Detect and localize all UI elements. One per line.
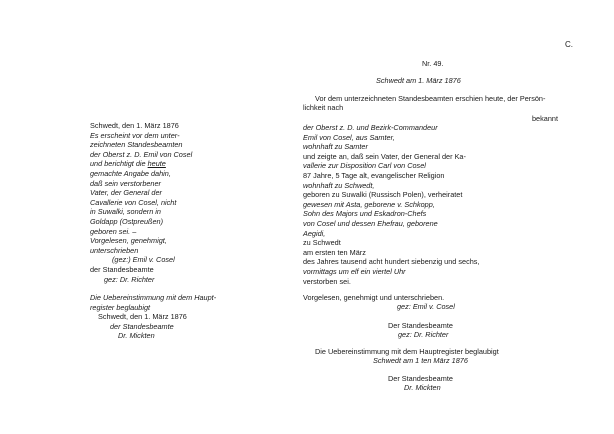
text-line: vormittags um elf ein viertel Uhr [303, 266, 406, 276]
text-line: am ersten ten März [303, 247, 366, 257]
text-line: 87 Jahre, 5 Tage alt, evangelischer Religion [303, 170, 445, 180]
intro-line-1: Vor dem unterzeichneten Standesbeamten erschien heute, der Persön- [315, 94, 546, 103]
text-line: daß sein verstorbener [90, 178, 161, 188]
text-line: geboren zu Suwalki (Russisch Polen), verheiratet [303, 190, 463, 200]
intro-line-2: lichkeit nach [303, 103, 344, 112]
standesbeamte-1-signature: gez: Dr. Richter [398, 330, 449, 339]
text-line: zu Schwedt [303, 238, 341, 248]
text-line: des Jahres tausend acht hundert siebenzig und sechs, [303, 257, 480, 267]
text-line: Emil von Cosel, aus Samter, [303, 132, 395, 142]
text-line: Sohn des Majors und Eskadron-Chefs [303, 209, 427, 219]
standesbeamte-1: Der Standesbeamte [388, 321, 453, 330]
closing-signature: gez: Emil v. Cosel [397, 302, 455, 311]
text-line: zeichneten Standesbeamten [90, 140, 183, 150]
text-line: in Suwalki, sondern in [90, 207, 161, 217]
standesbeamte-2-signature: Dr. Mickten [404, 383, 441, 392]
record-number: Nr. 49. [422, 59, 444, 68]
closing-line: Vorgelesen, genehmigt und unterschrieben. [303, 293, 445, 302]
certification-place: Schwedt am 1 ten März 1876 [373, 356, 468, 365]
text-line: register beglaubigt [90, 302, 151, 312]
text-line: der Oberst z. D. und Bezirk-Commandeur [303, 123, 438, 132]
left-certification-block [90, 293, 216, 341]
page-letter: C. [565, 40, 573, 49]
text-line: Vater, der General der [90, 188, 162, 198]
text-line: Cavallerie von Cosel, nicht [90, 197, 177, 207]
certification-line: Die Uebereinstimmung mit dem Hauptregister beglaubigt [315, 347, 499, 356]
text-line: (gez:) Emil v. Cosel [112, 255, 175, 265]
text-line: der Oberst z. D. Emil von Cosel [90, 149, 193, 159]
left-annotation-block [90, 121, 192, 284]
text-line: der Standesbeamte [110, 321, 174, 331]
text-line: verstorben sei. [303, 276, 351, 286]
bekannt-word: bekannt [532, 114, 558, 123]
record-date-line: Schwedt am 1. März 1876 [376, 76, 461, 85]
text-line: Vorgelesen, genehmigt, [90, 236, 167, 246]
record-body [303, 123, 479, 286]
text-line: wohnhaft zu Samter [303, 142, 368, 152]
standesbeamte-2: Der Standesbeamte [388, 374, 453, 383]
text-line: Aegidi, [303, 228, 326, 238]
text-line: der Standesbeamte [90, 264, 154, 274]
text-line: wohnhaft zu Schwedt, [303, 180, 375, 190]
text-line: Goldapp (Ostpreußen) [90, 216, 164, 226]
text-line: gewesen mit Asta, geborene v. Schkopp, [303, 199, 435, 209]
text-line: von Cosel und dessen Ehefrau, geborene [303, 218, 438, 228]
text-line: Schwedt, den 1. März 1876 [98, 312, 187, 322]
text-line: gemachte Angabe dahin, [90, 168, 171, 178]
text-line: Die Uebereinstimmung mit dem Haupt- [90, 293, 217, 302]
text-line: und berichtigt die heute [90, 159, 166, 169]
text-line: gez: Dr. Richter [104, 274, 155, 284]
text-line: vallerie zur Disposition Carl von Cosel [303, 161, 426, 171]
text-line: unterschrieben [90, 245, 139, 255]
text-line: und zeigte an, daß sein Vater, der General der Ka- [303, 151, 466, 161]
text-line: Es erscheint vor dem unter- [90, 130, 180, 140]
text-line: Schwedt, den 1. März 1876 [90, 121, 179, 130]
text-line: geboren sei. – [90, 226, 137, 236]
text-line: Dr. Mickten [118, 331, 155, 341]
